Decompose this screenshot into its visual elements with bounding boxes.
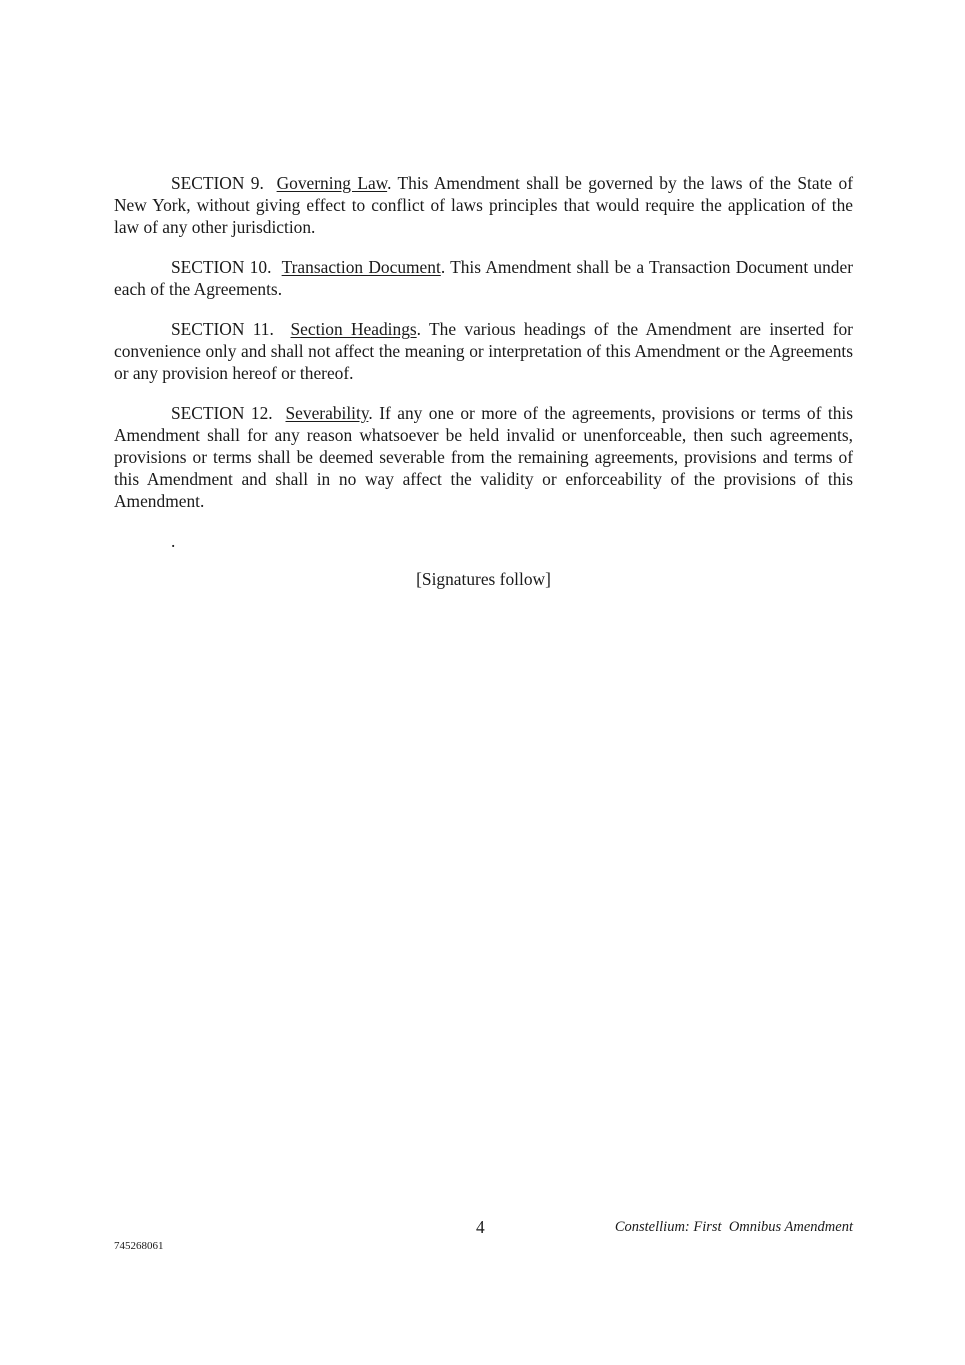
- section-label: SECTION 10.: [171, 257, 272, 277]
- section-heading: Transaction Document: [281, 257, 441, 277]
- document-body: [114, 172, 853, 590]
- section-body: . This Amendment shall be governed by the laws of the State of New York, without giving effect to conflict of laws principles that would require the application of the law of any other jurisdiction.: [114, 173, 853, 237]
- section-body: . If any one or more of the agreements, provisions or terms of this Amendment shall for any reason whatsoever be held invalid or unenforceable, then such agreements, provisions or terms shall be deemed severable from the remaining agreements, provisions and terms of this Amendment and shall in no way affect the validity or enforceability of the provisions of this Amendment.: [114, 403, 853, 511]
- signatures-note: [Signatures follow]: [416, 569, 551, 589]
- section-10: [114, 256, 853, 300]
- section-9: [114, 172, 853, 238]
- section-heading: Governing Law: [276, 173, 388, 193]
- page-number: 4: [476, 1217, 485, 1237]
- section-11: [114, 318, 853, 384]
- stray-period: .: [171, 531, 176, 551]
- section-label: SECTION 9.: [171, 173, 264, 193]
- section-body: . The various headings of the Amendment are inserted for convenience only and shall not affect the meaning or interpretation of this Amendment or the Agreements or any provision hereof or thereof.: [114, 319, 853, 383]
- section-label: SECTION 11.: [171, 319, 274, 339]
- section-label: SECTION 12.: [171, 403, 273, 423]
- document-id: 745268061: [114, 1240, 164, 1252]
- section-body: . This Amendment shall be a Transaction Document under each of the Agreements.: [114, 257, 854, 299]
- footer-document-title: Constellium: First Omnibus Amendment: [614, 1219, 853, 1235]
- section-heading: Severability: [285, 403, 369, 423]
- section-12: [114, 402, 853, 512]
- section-heading: Section Headings: [290, 319, 417, 339]
